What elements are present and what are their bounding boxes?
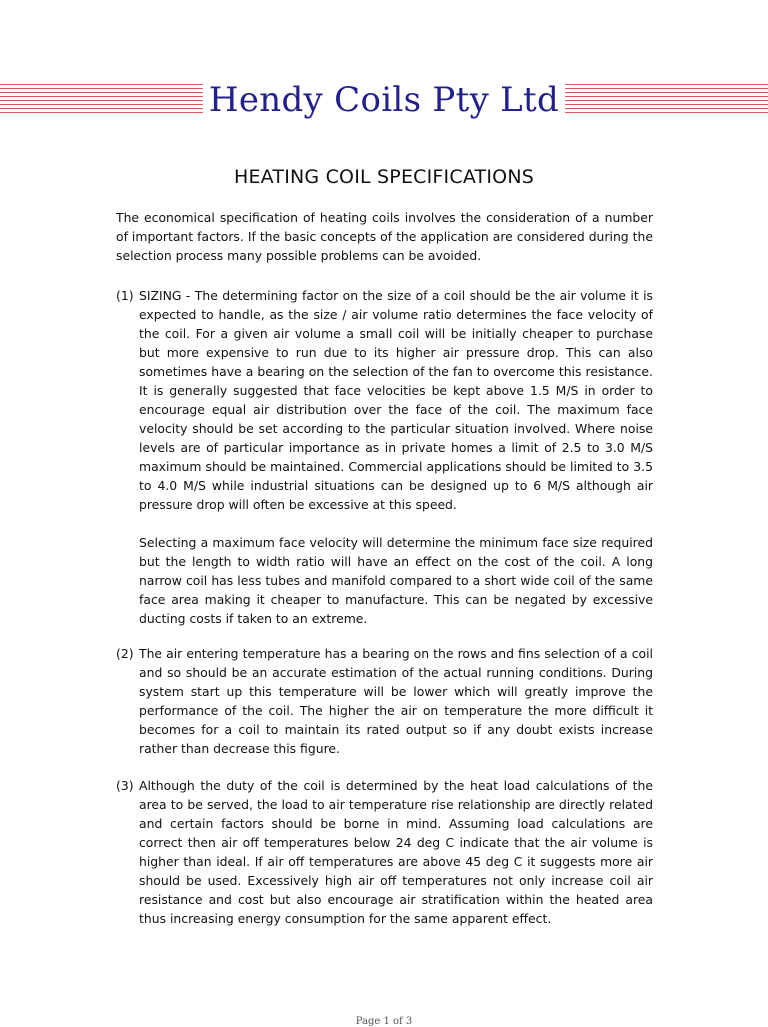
spec-item-1 — [116, 286, 653, 628]
item-paragraph: The air entering temperature has a bearing on the rows and fins selection of a coil and so should be an accurate estimation of the actual running conditions. During system start up this temperature will be lower which will greatly improve the performance of the coil. The higher the air on temperature the more difficult it becomes for a coil to maintain its rated output so if any doubt exists increase rather than decrease this figure. — [139, 646, 653, 756]
item-paragraph: SIZING - The determining factor on the size of a coil should be the air volume it is expected to handle, as the size / air volume ratio determines the face velocity of the coil. For a given air volume a small coil will be initially cheaper to purchase but more expensive to run due to its higher air pressure drop. This can also sometimes have a bearing on the selection of the fan to overcome this resistance. It is generally suggested that face velocities be kept above 1.5 M/S in order to encourage equal air distribution over the face of the coil. The maximum face velocity should be set according to the particular situation involved. Where noise levels are of particular importance as in private homes a limit of 2.5 to 3.0 M/S maximum should be maintained. Commercial applications should be limited to 3.5 to 4.0 M/S while industrial situations can be designed up to 6 M/S although air pressure drop will often be excessive at this speed. — [139, 288, 653, 512]
company-name — [0, 78, 768, 122]
page-footer: Page 1 of 3 — [355, 1016, 413, 1027]
item-paragraph: Selecting a maximum face velocity will determine the minimum face size required but the length to width ratio will have an effect on the cost of the coil. A long narrow coil has less tubes and manifold compared to a short wide coil of the same face area making it cheaper to manufacture. This can be negated by excessive ducting costs if taken to an extreme. — [139, 535, 653, 626]
spec-item-3 — [116, 776, 653, 928]
item-number: (3) — [116, 778, 134, 793]
page-title: HEATING COIL SPECIFICATIONS — [233, 166, 534, 188]
item-number: (2) — [116, 646, 134, 661]
spec-item-2 — [116, 644, 653, 758]
item-number: (1) — [116, 288, 134, 303]
item-paragraph: Although the duty of the coil is determined by the heat load calculations of the area to be served, the load to air temperature rise relationship are directly related and certain factors should be borne in mind. Assuming load calculations are correct then air off temperatures below 24 deg C indicate that the air volume is higher than ideal. If air off temperatures are above 45 deg C it suggests more air should be used. Excessively high air off temperatures not only increase coil air resistance and cost but also encourage air stratification within the heated area thus increasing energy consumption for the same apparent effect. — [139, 778, 653, 926]
company-name-text: Hendy Coils Pty Ltd — [203, 80, 565, 120]
intro-paragraph: The economical specification of heating coils involves the consideration of a number of important factors. If the basic concepts of the application are considered during the selection process many possible problems can be avoided. — [116, 210, 653, 263]
